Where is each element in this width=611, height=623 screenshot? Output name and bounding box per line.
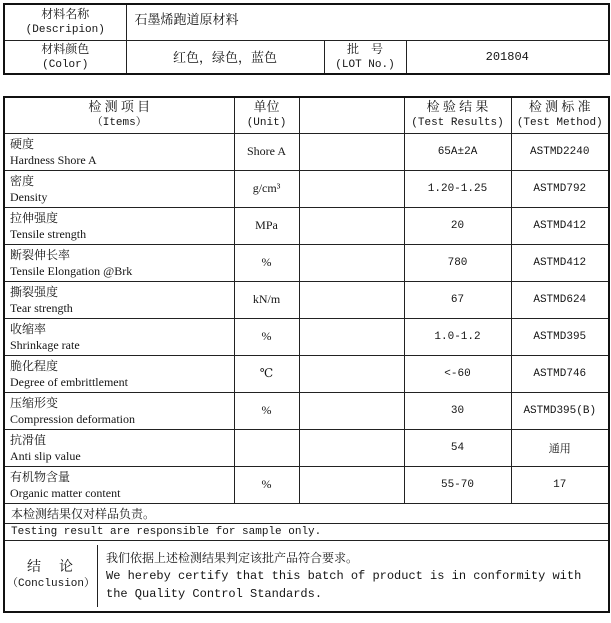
column-header-results-zh: 检 验 结 果 [426, 99, 489, 115]
item-name-en: Tensile Elongation @Brk [10, 263, 133, 278]
item-cell [4, 429, 234, 466]
result-cell: 65A±2A [404, 133, 511, 170]
column-header-results-en: (Test Results) [411, 117, 504, 130]
unit-cell: ℃ [234, 355, 299, 392]
item-cell [4, 318, 234, 355]
method-cell: ASTMD624 [511, 281, 609, 318]
lot-number-label-zh: 批 号 [346, 41, 383, 56]
conclusion-label [5, 545, 98, 607]
material-color-label [4, 40, 126, 74]
conclusion-cell [4, 540, 609, 612]
table-row [4, 318, 609, 355]
item-name-en: Tear strength [10, 300, 73, 315]
unit-cell: MPa [234, 207, 299, 244]
table-row [4, 207, 609, 244]
conclusion-text-en: We hereby certify that this batch of product is in conformity with the Quality Control Standards. [106, 568, 582, 601]
column-header-blank [299, 97, 404, 133]
unit-cell: % [234, 466, 299, 503]
method-cell: ASTMD395 [511, 318, 609, 355]
conclusion-wrap [5, 545, 608, 607]
table-row [4, 392, 609, 429]
item-name-zh: 脆化程度 [10, 358, 59, 373]
item-name-zh: 撕裂强度 [10, 284, 59, 299]
method-cell: ASTMD412 [511, 207, 609, 244]
item-cell [4, 207, 234, 244]
result-cell: 55-70 [404, 466, 511, 503]
column-header-method-zh: 检 测 标 准 [528, 99, 591, 115]
material-color-label-en: (Color) [42, 58, 89, 71]
note-row-en [4, 523, 609, 540]
item-name-zh: 压缩形变 [10, 395, 59, 410]
item-cell [4, 133, 234, 170]
item-name-zh: 硬度 [10, 136, 35, 151]
conclusion-text-zh: 我们依据上述检测结果判定该批产品符合要求。 [106, 550, 359, 565]
result-cell: 20 [404, 207, 511, 244]
item-name-en: Anti slip value [10, 448, 81, 463]
blank-cell [299, 318, 404, 355]
conclusion-label-zh: 结 论 [27, 559, 75, 575]
result-cell: 54 [404, 429, 511, 466]
note-text-en: Testing result are responsible for sample only. [4, 523, 609, 540]
test-table-header-row [4, 97, 609, 133]
test-results-table [3, 96, 610, 613]
column-header-items-zh: 检 测 项 目 [88, 99, 151, 115]
method-cell: ASTMD2240 [511, 133, 609, 170]
material-name-label-en: (Descripion) [25, 24, 105, 37]
item-name-zh: 拉伸强度 [10, 210, 59, 225]
item-cell [4, 170, 234, 207]
item-name-zh: 有机物含量 [10, 469, 71, 484]
lot-number-label [324, 40, 406, 74]
item-cell [4, 355, 234, 392]
material-name-label [4, 4, 126, 40]
result-cell: 780 [404, 244, 511, 281]
unit-cell: % [234, 392, 299, 429]
blank-cell [299, 392, 404, 429]
column-header-unit-en: (Unit) [246, 117, 287, 130]
note-row-zh [4, 503, 609, 523]
column-header-items [4, 97, 234, 133]
method-cell: ASTMD792 [511, 170, 609, 207]
item-name-en: Density [10, 189, 48, 204]
result-cell: 30 [404, 392, 511, 429]
item-cell [4, 392, 234, 429]
material-name-row [4, 4, 609, 40]
result-cell: <-60 [404, 355, 511, 392]
test-rows-body [4, 133, 609, 503]
method-cell: 通用 [511, 429, 609, 466]
table-row [4, 170, 609, 207]
unit-cell: kN/m [234, 281, 299, 318]
item-cell [4, 466, 234, 503]
lot-number-label-en: (LOT No.) [335, 58, 395, 71]
material-color-row [4, 40, 609, 74]
column-header-unit [234, 97, 299, 133]
column-header-method-en: (Test Method) [516, 117, 603, 130]
unit-cell [234, 429, 299, 466]
material-name-label-zh: 材料名称 [41, 7, 90, 22]
table-row [4, 281, 609, 318]
blank-cell [299, 429, 404, 466]
item-name-en: Organic matter content [10, 485, 121, 500]
table-row [4, 355, 609, 392]
column-header-results [404, 97, 511, 133]
column-header-items-en: （Items） [91, 117, 147, 130]
blank-cell [299, 281, 404, 318]
unit-cell: % [234, 318, 299, 355]
method-cell: ASTMD746 [511, 355, 609, 392]
blank-cell [299, 170, 404, 207]
note-text-zh: 本检测结果仅对样品负责。 [4, 503, 609, 523]
unit-cell: g/cm³ [234, 170, 299, 207]
item-name-zh: 密度 [10, 173, 35, 188]
table-row [4, 244, 609, 281]
result-cell: 1.20-1.25 [404, 170, 511, 207]
material-info-table [3, 3, 610, 75]
item-name-en: Tensile strength [10, 226, 87, 241]
table-row [4, 429, 609, 466]
conclusion-row [4, 540, 609, 612]
blank-cell [299, 207, 404, 244]
blank-cell [299, 466, 404, 503]
item-name-en: Degree of embrittlement [10, 374, 128, 389]
item-cell [4, 244, 234, 281]
result-cell: 67 [404, 281, 511, 318]
method-cell: ASTMD412 [511, 244, 609, 281]
column-header-unit-zh: 单位 [253, 99, 280, 115]
method-cell: ASTMD395(B) [511, 392, 609, 429]
item-name-zh: 断裂伸长率 [10, 247, 71, 262]
blank-cell [299, 244, 404, 281]
material-color-value: 红色，绿色，蓝色 [126, 40, 324, 74]
table-row [4, 133, 609, 170]
conclusion-label-en: （Conclusion） [6, 577, 95, 590]
material-color-label-zh: 材料颜色 [41, 41, 90, 56]
blank-cell [299, 355, 404, 392]
blank-cell [299, 133, 404, 170]
item-name-en: Shrinkage rate [10, 337, 80, 352]
material-name-value: 石墨烯跑道原材料 [126, 4, 609, 40]
column-header-method [511, 97, 609, 133]
table-row [4, 466, 609, 503]
item-name-zh: 抗滑值 [10, 432, 47, 447]
conclusion-body [98, 545, 608, 607]
lot-number-value: 201804 [406, 40, 609, 74]
item-cell [4, 281, 234, 318]
unit-cell: Shore A [234, 133, 299, 170]
result-cell: 1.0-1.2 [404, 318, 511, 355]
item-name-en: Compression deformation [10, 411, 135, 426]
method-cell: 17 [511, 466, 609, 503]
unit-cell: % [234, 244, 299, 281]
item-name-en: Hardness Shore A [10, 152, 97, 167]
item-name-zh: 收缩率 [10, 321, 47, 336]
